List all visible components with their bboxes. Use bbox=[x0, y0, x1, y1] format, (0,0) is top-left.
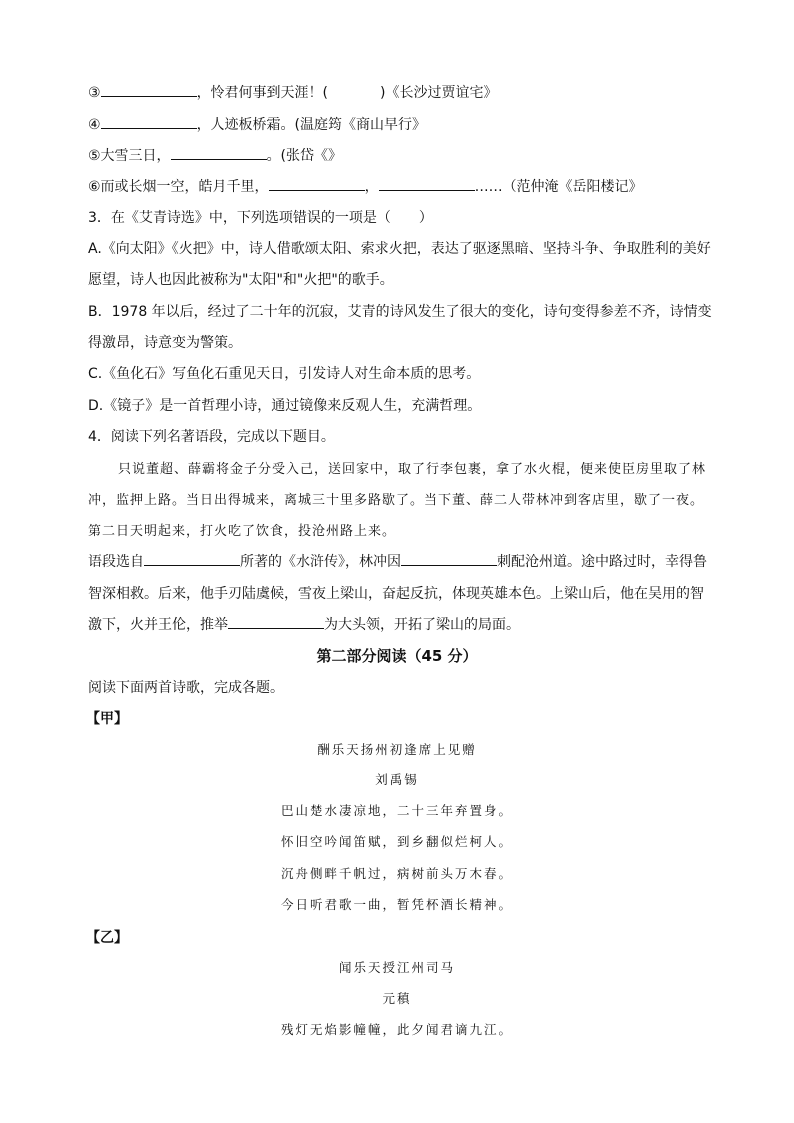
option-a-line-2: 愿望，诗人也因此被称为"太阳"和"火把"的歌手。 bbox=[88, 272, 394, 288]
option-b-line-2: 得激昂，诗意变为警策。 bbox=[88, 335, 242, 351]
item-text: ⑥而或长烟一空，皓月千里， bbox=[88, 179, 269, 195]
poem-a-author: 刘禹锡 bbox=[375, 772, 419, 787]
leader-blank[interactable] bbox=[228, 614, 324, 629]
option-c: C.《鱼化石》写鱼化石重见天日，引发诗人对生命本质的思考。 bbox=[88, 366, 481, 382]
poem-a-title: 酬乐天扬州初逢席上见赠 bbox=[317, 742, 477, 757]
item-text: ， bbox=[364, 179, 379, 195]
poem-b-label: 【乙】 bbox=[86, 930, 128, 946]
item-text: ，人迹板桥霜。(温庭筠《商山早行》 bbox=[196, 117, 427, 133]
poem-a-line: 怀旧空吟闻笛赋，到乡翻似烂柯人。 bbox=[280, 834, 513, 849]
answer-blank[interactable] bbox=[101, 82, 197, 97]
item-source: ……（范仲淹《岳阳楼记》 bbox=[474, 179, 643, 195]
author-blank[interactable] bbox=[144, 551, 240, 566]
reason-blank[interactable] bbox=[401, 551, 497, 566]
item-source: )《长沙过贾谊宅》 bbox=[380, 85, 498, 101]
answer-text: 所著的《水浒传》，林冲因 bbox=[240, 554, 401, 570]
poem-a-line: 今日听君歌一曲，暂凭杯酒长精神。 bbox=[280, 897, 513, 912]
answer-text: 激下，火并王伦，推举 bbox=[88, 617, 228, 633]
fill-item-6 bbox=[88, 176, 643, 196]
answer-text: 语段选自 bbox=[88, 554, 144, 570]
poem-b-author: 元稹 bbox=[382, 991, 412, 1006]
item-marker: ④ bbox=[88, 117, 101, 133]
option-d: D.《镜子》是一首哲理小诗，通过镜像来反观人生，充满哲理。 bbox=[88, 398, 482, 414]
answer-line-3 bbox=[88, 614, 520, 634]
answer-blank[interactable] bbox=[101, 114, 197, 129]
option-a-line-1: A.《向太阳》《火把》中，诗人借歌颂太阳、索求火把，表达了驱逐黑暗、坚持斗争、争取胜利的美好 bbox=[88, 241, 711, 257]
poem-b-line: 残灯无焰影幢幢，此夕闻君谪九江。 bbox=[280, 1022, 513, 1037]
poem-a-line: 沉舟侧畔千帆过，病树前头万木春。 bbox=[280, 866, 513, 881]
item-marker: ③ bbox=[88, 85, 101, 101]
answer-blank[interactable] bbox=[171, 145, 267, 160]
excerpt-line-3: 第二日天明起来，打火吃了饮食，投沧州路上来。 bbox=[88, 524, 397, 539]
poem-a-label: 【甲】 bbox=[86, 711, 128, 727]
item-text: ⑤大雪三日， bbox=[88, 148, 171, 164]
question-4-stem: 4．阅读下列名著语段，完成以下题目。 bbox=[88, 429, 335, 445]
answer-blank[interactable] bbox=[379, 176, 475, 191]
excerpt-line-2: 冲，监押上路。当日出得城来，离城三十里多路歇了。当下董、薛二人带林冲到客店里，歇了一夜。 bbox=[88, 493, 705, 508]
poem-a-line: 巴山楚水凄凉地，二十三年弃置身。 bbox=[280, 803, 513, 818]
item-text: ，怜君何事到天涯！( bbox=[196, 85, 329, 101]
fill-item-4 bbox=[88, 114, 426, 134]
question-3-stem: 3．在《艾青诗选》中，下列选项错误的一项是（ ） bbox=[88, 210, 433, 226]
answer-line-1 bbox=[88, 551, 707, 571]
section-instruction: 阅读下面两首诗歌，完成各题。 bbox=[88, 680, 284, 696]
poem-b-title: 闻乐天授江州司马 bbox=[338, 960, 455, 975]
excerpt-line-1: 只说董超、薛霸将金子分受入己，送回家中，取了行李包裹，拿了水火棍，便来使臣房里取了林 bbox=[118, 462, 707, 477]
answer-text: 刺配沧州道。途中路过时，幸得鲁 bbox=[497, 554, 707, 570]
answer-text: 为大头领，开拓了梁山的局面。 bbox=[324, 617, 520, 633]
answer-line-2: 智深相救。后来，他手刃陆虞候，雪夜上梁山，奋起反抗，体现英雄本色。上梁山后，他在吴用的智 bbox=[88, 586, 704, 602]
answer-blank[interactable] bbox=[269, 176, 365, 191]
item-source: 。(张岱《》 bbox=[266, 148, 343, 164]
section-heading: 第二部分阅读（45 分） bbox=[316, 647, 478, 665]
option-b-line-1: B．1978 年以后，经过了二十年的沉寂，艾青的诗风发生了很大的变化，诗句变得参差不齐，诗情变 bbox=[88, 304, 712, 320]
fill-item-5 bbox=[88, 145, 342, 165]
fill-item-3 bbox=[88, 82, 498, 102]
